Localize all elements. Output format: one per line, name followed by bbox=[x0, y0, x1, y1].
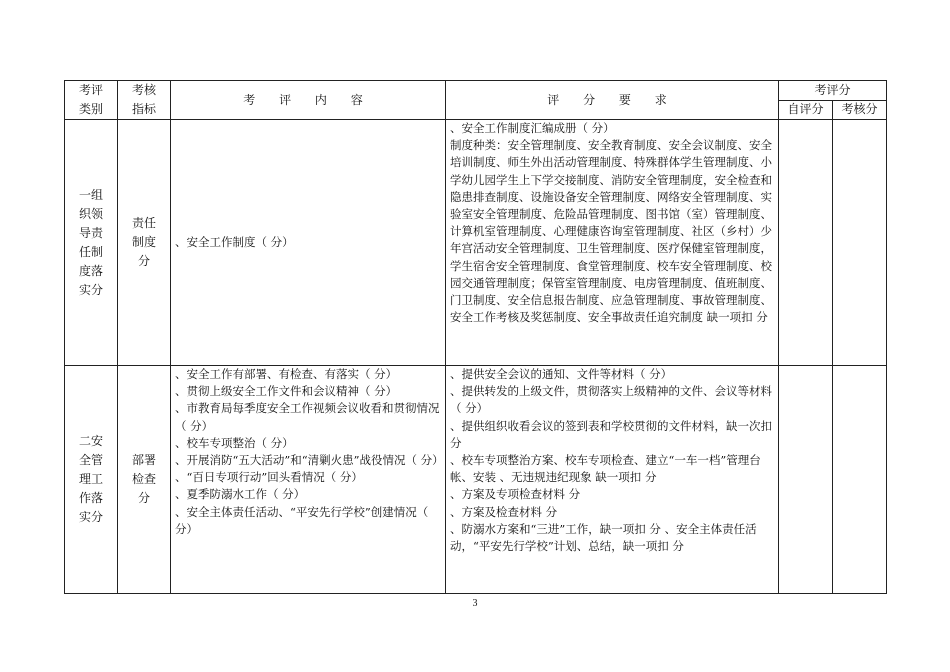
table-row bbox=[65, 120, 887, 366]
row2-category: 二安全管理工作落实分 bbox=[65, 366, 118, 594]
table-row bbox=[65, 366, 887, 594]
row2-indicator: 部署检查分 bbox=[118, 366, 171, 594]
header-indicator: 考核指标 bbox=[118, 81, 171, 120]
row1-category: 一组织领导责任制度落实分 bbox=[65, 120, 118, 366]
row1-content: 、安全工作制度（ 分） bbox=[171, 120, 446, 366]
row2-review-score[interactable] bbox=[833, 366, 887, 594]
row2-self-score[interactable] bbox=[779, 366, 833, 594]
row1-indicator: 责任制度分 bbox=[118, 120, 171, 366]
header-score: 考评分 bbox=[779, 81, 887, 101]
evaluation-table bbox=[64, 80, 887, 594]
row2-requirements: 、提供安全会议的通知、文件等材料（ 分） 、提供转发的上级文件，贯彻落实上级精神的文件、会议等材料（ 分） 、提供组织收看会议的签到表和学校贯彻的文件材料，缺一次扣 分 、校车专项整治方案、校车专项检查、建立“一车一档”管理台帐、安装 、无违规违纪现象 缺一项扣 分 、方案及专项检查材料 分 、方案及检查材料 分 、防溺水方案和“三进”工作，缺一项扣 分 、安全主体责任活动，“平安先行学校”计划、总结，缺一项扣 分 bbox=[446, 366, 779, 594]
header-self-score: 自评分 bbox=[779, 100, 833, 120]
header-content: 考 评 内 容 bbox=[171, 81, 446, 120]
row2-content: 、安全工作有部署、有检查、有落实（ 分） 、贯彻上级安全工作文件和会议精神（ 分） 、市教育局每季度安全工作视频会议收看和贯彻情况 （ 分） 、校车专项整治（ 分） 、开展消防“五大活动”和“清剿火患”战役情况（ 分） 、“百日专项行动”回头看情况（ 分） 、夏季防溺水工作（ 分） 、安全主体责任活动、“平安先行学校”创建情况（ 分） bbox=[171, 366, 446, 594]
row1-self-score[interactable] bbox=[779, 120, 833, 366]
header-review-score: 考核分 bbox=[833, 100, 887, 120]
header-category: 考评类别 bbox=[65, 81, 118, 120]
page-number: 3 bbox=[472, 598, 478, 609]
row1-review-score[interactable] bbox=[833, 120, 887, 366]
row1-requirements: 、安全工作制度汇编成册（ 分） 制度种类：安全管理制度、安全教育制度、安全会议制度、安全培训制度、师生外出活动管理制度、特殊群体学生管理制度、小学幼儿园学生上下学交接制度、消防安全管理制度，安全检查和隐患排查制度、设施设备安全管理制度、网络安全管理制度、实验室安全管理制度、危险品管理制度、图书馆（室）管理制度、计算机室管理制度、心理健康咨询室管理制度、社区（乡村）少年宫活动安全管理制度、卫生管理制度、医疗保健室管理制度，学生宿舍安全管理制度、食堂管理制度、校车安全管理制度、校园交通管理制度；保管室管理制度、电房管理制度、值班制度、门卫制度、安全信息报告制度、应急管理制度、事故管理制度、安全工作考核及奖惩制度、安全事故责任追究制度 缺一项扣 分 bbox=[446, 120, 779, 366]
header-requirements: 评 分 要 求 bbox=[446, 81, 779, 120]
